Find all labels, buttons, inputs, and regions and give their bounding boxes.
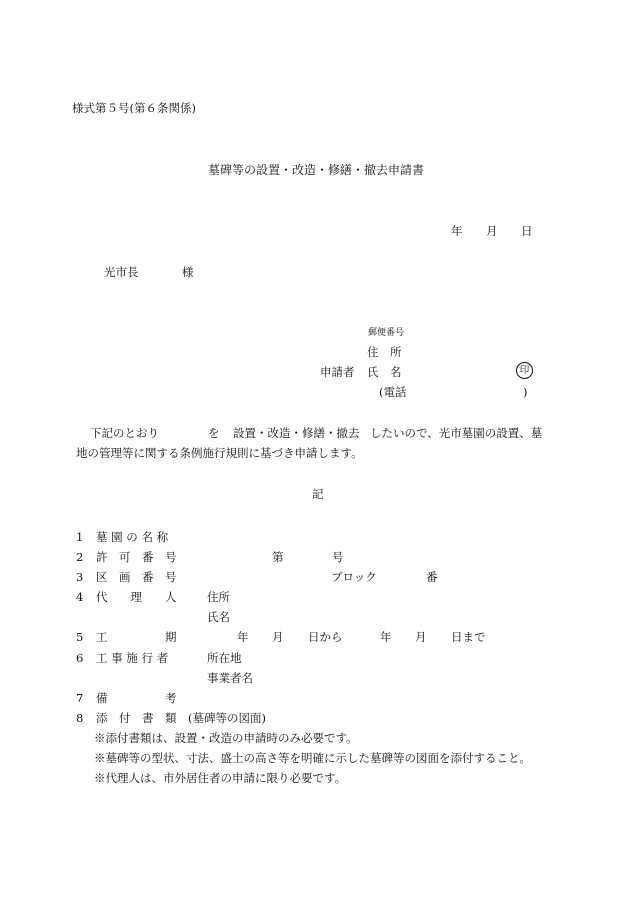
date-year-label: 年 xyxy=(451,224,463,238)
phone-label: (電話 xyxy=(379,385,407,399)
contractor-name-label: 事業者名 xyxy=(207,671,253,685)
permit-number-suffix: 号 xyxy=(332,550,344,564)
period-start-month: 月 xyxy=(272,630,284,644)
addressee-name: 光市長 xyxy=(104,265,139,279)
phone-close-paren: ) xyxy=(523,385,528,399)
plot-number-suffix: 番 xyxy=(426,570,438,584)
note-line: ※代理人は、市外居住者の申請に限り必要です。 xyxy=(94,771,347,785)
period-end-day: 日まで xyxy=(451,630,486,644)
body-text-intro: 下記のとおり xyxy=(90,426,159,440)
permit-number-prefix: 第 xyxy=(272,550,284,564)
form-number-label: 様式第５号(第６条関係) xyxy=(72,101,196,115)
item-number: 4 xyxy=(76,590,84,604)
body-text-particle: を xyxy=(208,426,220,440)
period-end-year: 年 xyxy=(380,630,392,644)
applicant-name-label: 氏 名 xyxy=(367,365,402,379)
item-label-attachments: 添 付 書 類 xyxy=(96,711,177,725)
body-text-purpose: したいので、光市墓園の設置、墓 xyxy=(370,426,543,440)
agent-address-label: 住所 xyxy=(207,590,230,604)
applicant-address-label: 住 所 xyxy=(367,345,402,359)
date-day-label: 日 xyxy=(521,224,533,238)
note-line: ※墓碑等の型状、寸法、盛土の高さ等を明確に示した墓碑等の図面を添付すること。 xyxy=(94,751,531,765)
applicant-role-label: 申請者 xyxy=(320,365,355,379)
item-number: 1 xyxy=(76,530,84,544)
item-number: 3 xyxy=(76,570,84,584)
item-number: 2 xyxy=(76,550,84,564)
agent-name-label: 氏名 xyxy=(207,610,230,624)
addressee-honorific: 様 xyxy=(182,265,194,279)
period-start-year: 年 xyxy=(237,630,249,644)
item-label-work-period: 工 期 xyxy=(96,630,177,644)
item-number: 7 xyxy=(76,691,84,705)
contractor-location-label: 所在地 xyxy=(207,651,242,665)
note-line: ※添付書類は、設置・改造の申請時のみ必要です。 xyxy=(94,731,358,745)
ki-heading: 記 xyxy=(312,487,324,501)
plot-block-label: ブロック xyxy=(331,570,377,584)
seal-mark: 印 xyxy=(516,362,533,379)
item-label-cemetery-name: 墓 園 の 名 称 xyxy=(96,530,169,544)
item-label-remarks: 備 考 xyxy=(96,691,177,705)
item-number: 8 xyxy=(76,711,84,725)
item-number: 6 xyxy=(76,651,84,665)
item-label-plot-number: 区 画 番 号 xyxy=(96,570,177,584)
document-title: 墓碑等の設置・改造・修繕・撤去申請書 xyxy=(208,163,425,177)
item-label-permit-number: 許 可 番 号 xyxy=(96,550,177,564)
postal-code-label: 郵便番号 xyxy=(368,328,405,338)
attachments-detail: (墓碑等の図面) xyxy=(188,711,266,725)
body-text-actions: 設置・改造・修繕・撤去 xyxy=(233,426,360,440)
date-month-label: 月 xyxy=(486,224,498,238)
item-number: 5 xyxy=(76,630,84,644)
item-label-contractor: 工 事 施 行 者 xyxy=(96,651,169,665)
period-end-month: 月 xyxy=(415,630,427,644)
body-text-line2: 地の管理等に関する条例施行規則に基づき申請します。 xyxy=(76,446,363,460)
period-start-day: 日から xyxy=(308,630,343,644)
item-label-agent: 代 理 人 xyxy=(96,590,177,604)
